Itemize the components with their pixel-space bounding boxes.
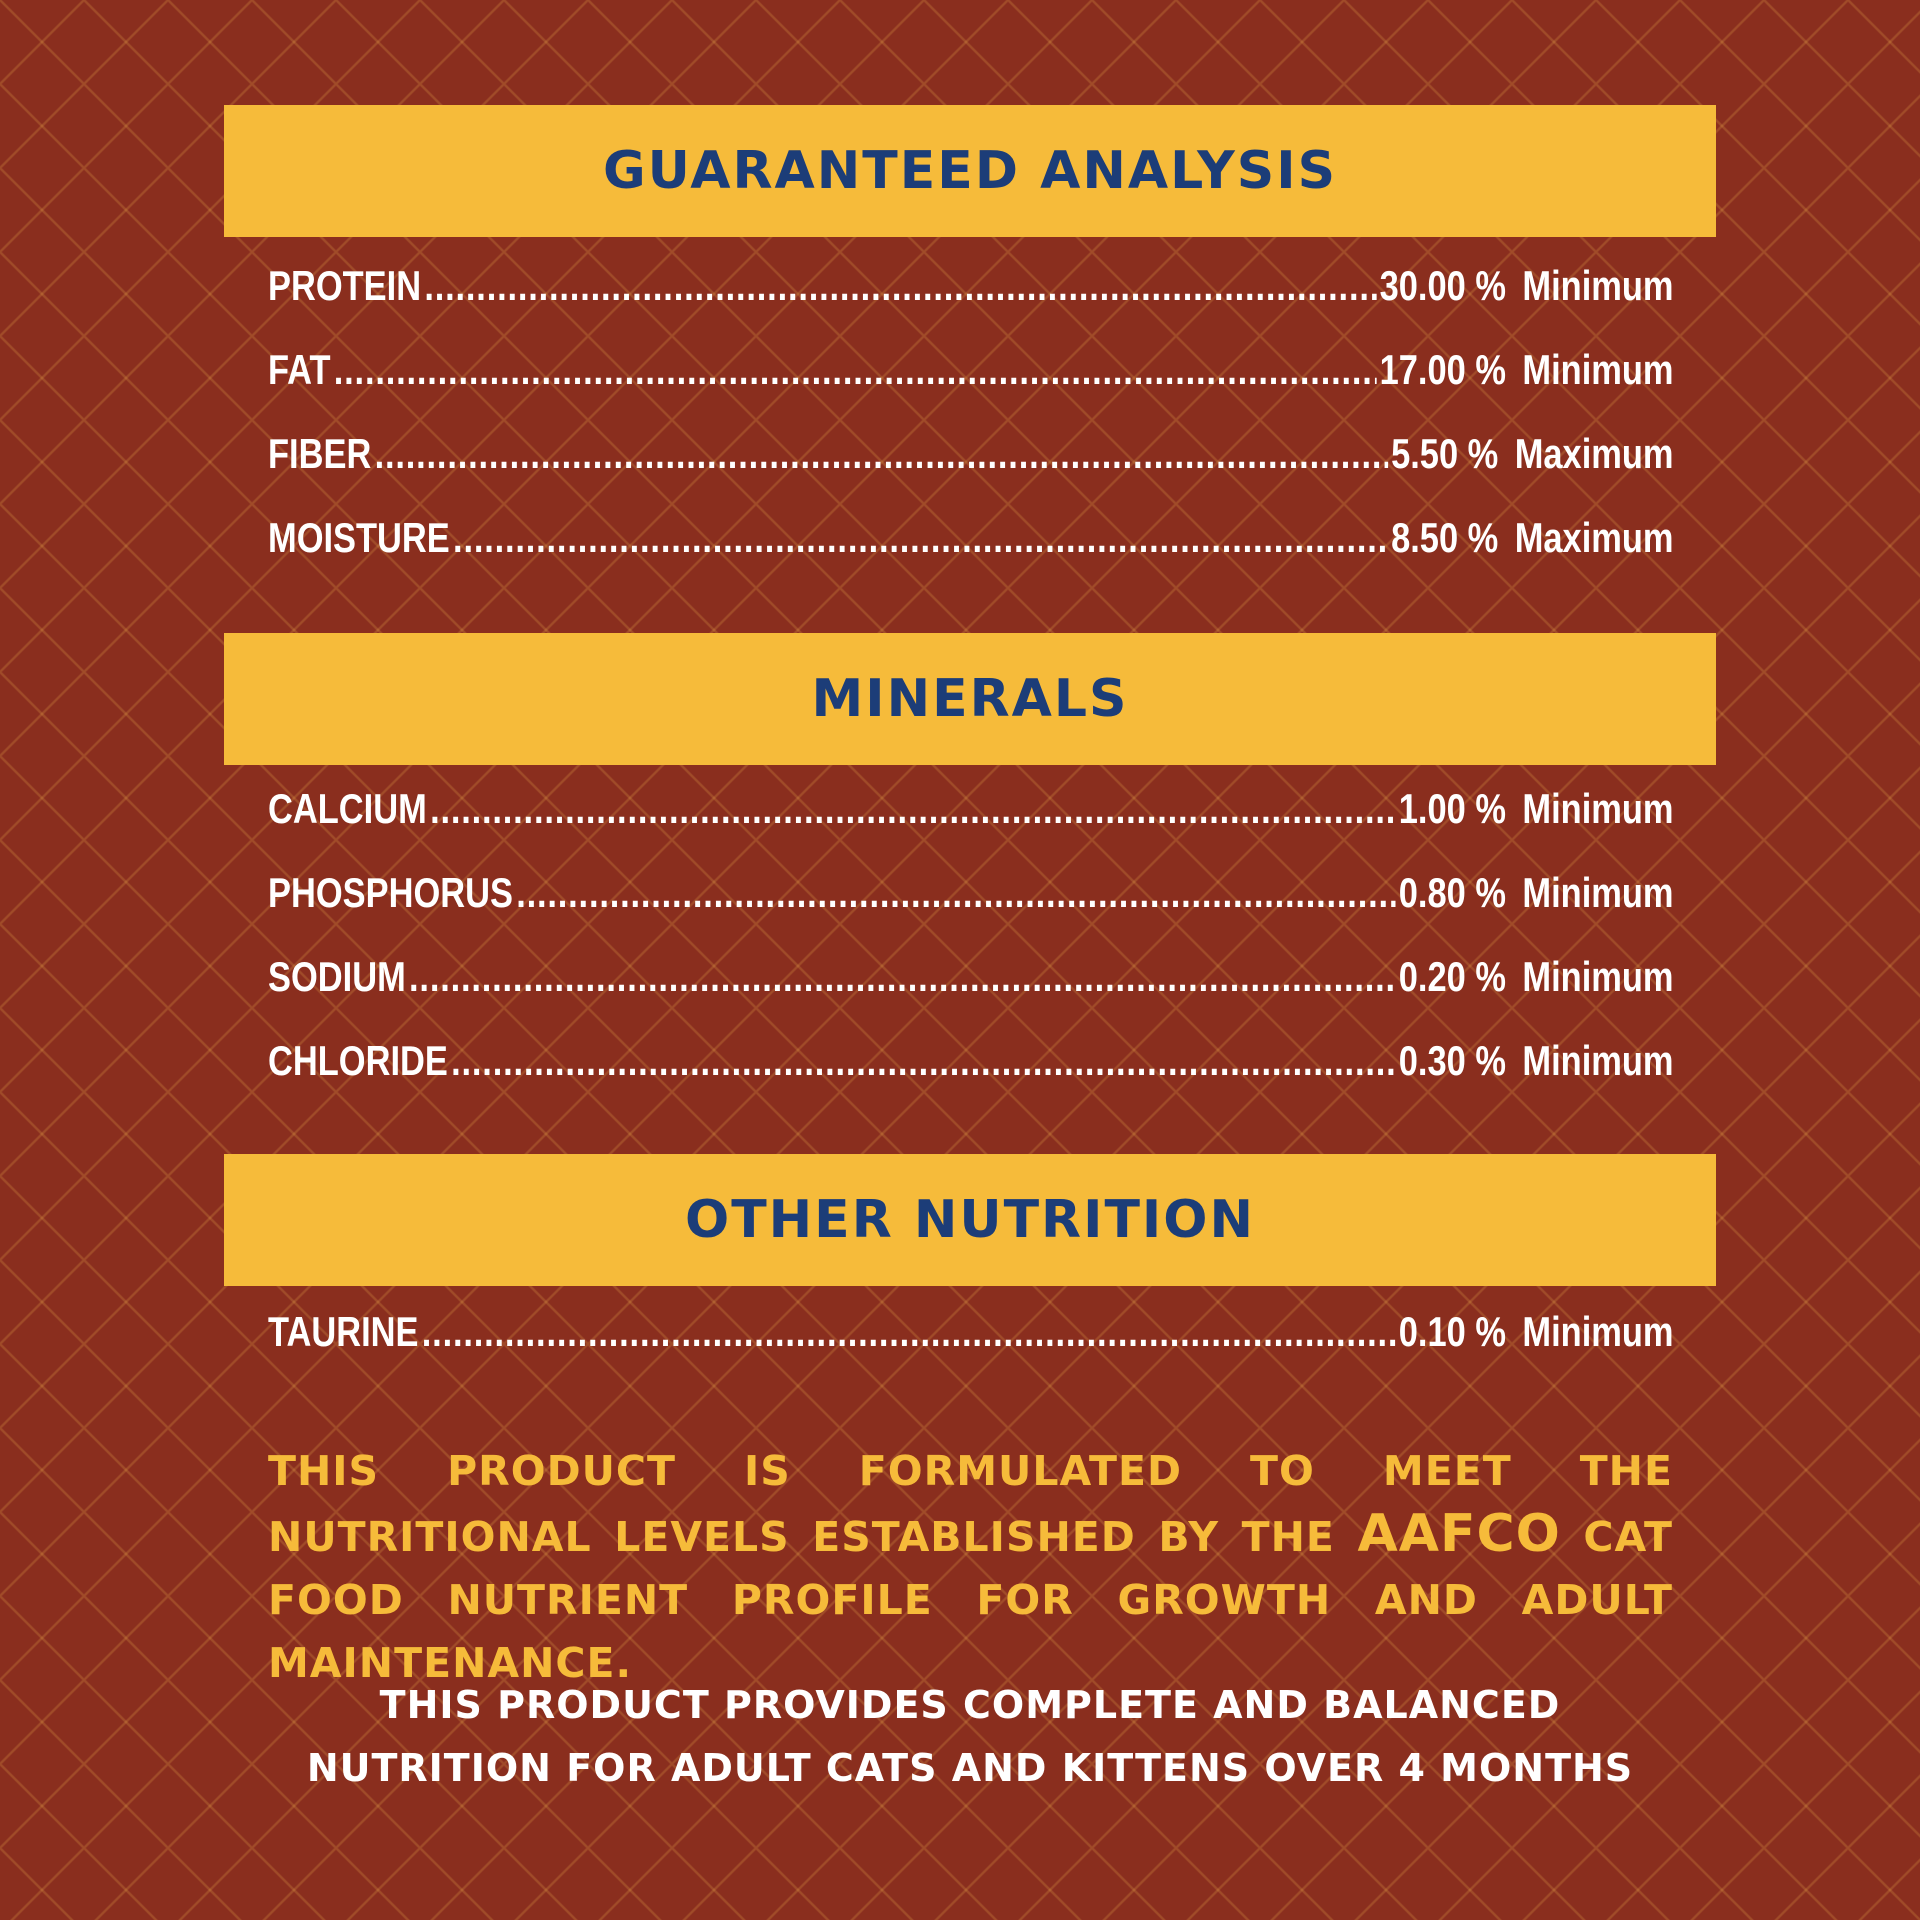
minerals-title: MINERALS bbox=[811, 669, 1129, 729]
closing-line-2: NUTRITION FOR ADULT CATS AND KITTENS OVER 4 MONTHS bbox=[306, 1746, 1634, 1790]
nutrient-row-chloride bbox=[268, 1037, 1674, 1121]
minerals-banner bbox=[224, 633, 1716, 765]
aafco-highlight: AAFCO bbox=[1357, 1504, 1561, 1564]
nutrient-qualifier: Maximum bbox=[1514, 430, 1674, 477]
dot-leader bbox=[516, 869, 1395, 917]
nutrient-label: FIBER bbox=[268, 430, 372, 477]
guaranteed-analysis-title: GUARANTEED ANALYSIS bbox=[602, 141, 1338, 201]
aafco-statement bbox=[268, 1440, 1673, 1695]
other-nutrition-title: OTHER NUTRITION bbox=[684, 1190, 1255, 1250]
nutrient-label: CALCIUM bbox=[268, 785, 427, 832]
guaranteed-analysis-banner bbox=[224, 105, 1716, 237]
nutrient-value: 5.50 % bbox=[1391, 430, 1499, 477]
guaranteed-analysis-list bbox=[268, 262, 1673, 598]
nutrient-qualifier: Minimum bbox=[1522, 953, 1674, 1000]
nutrient-row-fiber bbox=[268, 430, 1674, 514]
nutrient-qualifier: Minimum bbox=[1522, 262, 1674, 309]
nutrient-label: PROTEIN bbox=[268, 262, 422, 309]
nutrient-qualifier: Maximum bbox=[1514, 514, 1674, 561]
dot-leader bbox=[422, 1308, 1396, 1356]
other-nutrition-list bbox=[268, 1308, 1673, 1392]
nutrient-value: 8.50 % bbox=[1391, 514, 1499, 561]
nutrient-value: 0.10 % bbox=[1398, 1308, 1507, 1355]
nutrient-label: CHLORIDE bbox=[268, 1037, 448, 1084]
aafco-statement-text-end: CAT FOOD NUTRIENT PROFILE FOR GROWTH AND ADULT MAINTENANCE. bbox=[268, 1513, 1673, 1687]
dot-leader bbox=[409, 953, 1395, 1001]
nutrient-row-phosphorus bbox=[268, 869, 1674, 953]
nutrient-qualifier: Minimum bbox=[1522, 869, 1674, 916]
aafco-statement-text: THIS PRODUCT IS FORMULATED TO MEET THE NUTRITIONAL LEVELS ESTABLISHED BY THE bbox=[268, 1447, 1673, 1561]
nutrient-row-fat bbox=[268, 346, 1674, 430]
nutrient-value: 1.00 % bbox=[1398, 785, 1507, 832]
closing-line-1: THIS PRODUCT PROVIDES COMPLETE AND BALANCED bbox=[379, 1683, 1561, 1727]
dot-leader bbox=[453, 514, 1388, 562]
nutrient-row-calcium bbox=[268, 785, 1674, 869]
nutrient-row-sodium bbox=[268, 953, 1674, 1037]
nutrient-value: 0.80 % bbox=[1398, 869, 1507, 916]
nutrient-label: FAT bbox=[268, 346, 331, 393]
nutrient-value: 30.00 % bbox=[1379, 262, 1507, 309]
complete-balanced-statement bbox=[224, 1674, 1716, 1800]
nutrient-qualifier: Minimum bbox=[1522, 346, 1674, 393]
dot-leader bbox=[375, 430, 1388, 478]
dot-leader bbox=[334, 346, 1377, 394]
nutrient-qualifier: Minimum bbox=[1522, 785, 1674, 832]
nutrient-value: 0.30 % bbox=[1398, 1037, 1507, 1084]
other-nutrition-banner bbox=[224, 1154, 1716, 1286]
nutrient-value: 0.20 % bbox=[1398, 953, 1507, 1000]
nutrient-label: MOISTURE bbox=[268, 514, 450, 561]
nutrient-row-taurine bbox=[268, 1308, 1674, 1392]
minerals-list bbox=[268, 785, 1673, 1121]
nutrient-value: 17.00 % bbox=[1379, 346, 1507, 393]
nutrient-label: SODIUM bbox=[268, 953, 406, 1000]
nutrient-row-moisture bbox=[268, 514, 1674, 598]
dot-leader bbox=[451, 1037, 1395, 1085]
nutrient-label: PHOSPHORUS bbox=[268, 869, 513, 916]
nutrient-label: TAURINE bbox=[268, 1308, 419, 1355]
nutrient-qualifier: Minimum bbox=[1522, 1308, 1674, 1355]
dot-leader bbox=[430, 785, 1395, 833]
nutrient-row-protein bbox=[268, 262, 1674, 346]
dot-leader bbox=[424, 262, 1376, 310]
nutrient-qualifier: Minimum bbox=[1522, 1037, 1674, 1084]
